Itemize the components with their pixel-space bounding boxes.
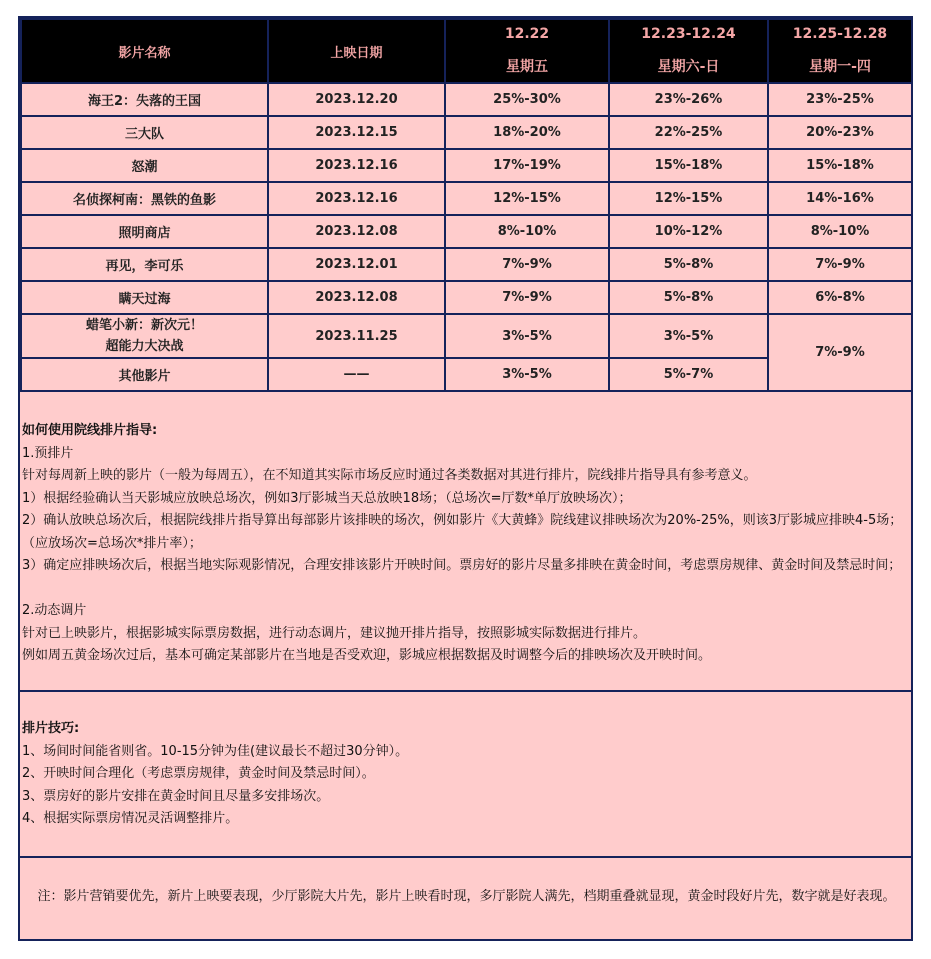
guide-section (20, 392, 911, 692)
schedule-table (20, 18, 913, 392)
release-date: 2023.12.08 (268, 281, 445, 314)
pre-line: 3）确定应排映场次后，根据当地实际观影情况，合理安排该影片开映时间。票房好的影片尽量多排映在黄金时间，考虑票房规律、黄金时间及禁忌时间； (22, 558, 902, 573)
header-release-date: 上映日期 (268, 19, 445, 83)
film-name: 名侦探柯南：黑铁的鱼影 (21, 182, 268, 215)
tips-title: 排片技巧: (22, 721, 80, 736)
rate-col1: 25%-30% (445, 83, 609, 116)
film-name: 照明商店 (21, 215, 268, 248)
table-row (21, 83, 912, 116)
table-row (21, 116, 912, 149)
rate-col2: 5%-8% (609, 248, 768, 281)
table-row (21, 281, 912, 314)
tip-line: 3、票房好的影片安排在黄金时间且尽量多安排场次。 (22, 788, 330, 804)
rate-col1: 7%-9% (445, 281, 609, 314)
note-text: 注：影片营销要优先，新片上映要表现，少厅影院大片先，影片上映看时现，多厅影院人满先，档期重叠就显现，黄金时段好片先，数字就是好表现。 (37, 889, 896, 904)
rate-col2: 15%-18% (609, 149, 768, 182)
release-date: —— (268, 358, 445, 391)
pre-line: 针对每周新上映的影片（一般为每周五），在不知道其实际市场反应时通过各类数据对其进行排片，院线排片指导具有参考意义。 (22, 468, 757, 483)
rate-col3: 15%-18% (768, 149, 912, 182)
dynamic-title: 2.动态调片 (22, 603, 87, 618)
table-row (21, 149, 912, 182)
film-name: 其他影片 (21, 358, 268, 391)
pre-line: 1）根据经验确认当天影城应放映总场次，例如3厅影城当天总放映18场；（总场次=厅数*单厅放映场次）； (22, 490, 632, 506)
header-col3 (768, 19, 912, 83)
header-col2-day: 星期六-日 (657, 59, 720, 75)
header-col1-date: 12.22 (504, 26, 550, 42)
release-date: 2023.12.15 (268, 116, 445, 149)
rate-col3: 8%-10% (768, 215, 912, 248)
film-name-line1: 蜡笔小新：新次元！ (85, 318, 203, 333)
rate-col2: 3%-5% (609, 314, 768, 358)
film-name-line2: 超能力大决战 (105, 339, 184, 354)
rate-col1: 3%-5% (445, 314, 609, 358)
dynamic-line: 例如周五黄金场次过后，基本可确定某部影片在当地是否受欢迎，影城应根据数据及时调整今后的排映场次及开映时间。 (22, 648, 712, 663)
rate-col1: 7%-9% (445, 248, 609, 281)
pre-line: （应放场次=总场次*排片率）； (22, 535, 202, 551)
rate-col3: 7%-9% (768, 248, 912, 281)
spacer (22, 578, 911, 601)
release-date: 2023.12.16 (268, 149, 445, 182)
table-row (21, 215, 912, 248)
guide-title: 如何使用院线排片指导: (22, 423, 158, 438)
tip-line: 1、场间时间能省则省。10-15分钟为佳(建议最长不超过30分钟）。 (22, 743, 409, 759)
header-film-name: 影片名称 (21, 19, 268, 83)
table-row (21, 248, 912, 281)
rate-col2: 12%-15% (609, 182, 768, 215)
rate-col2: 10%-12% (609, 215, 768, 248)
header-col1-day: 星期五 (506, 59, 548, 75)
rate-col3: 23%-25% (768, 83, 912, 116)
release-date: 2023.12.20 (268, 83, 445, 116)
dynamic-line: 针对已上映影片，根据影城实际票房数据，进行动态调片，建议抛开排片指导，按照影城实际数据进行排片。 (22, 625, 647, 641)
rate-col1: 8%-10% (445, 215, 609, 248)
film-name: 怒潮 (21, 149, 268, 182)
rate-col2: 5%-7% (609, 358, 768, 391)
pre-schedule-title: 1.预排片 (22, 445, 74, 461)
rate-col2: 22%-25% (609, 116, 768, 149)
rate-col1: 12%-15% (445, 182, 609, 215)
rate-col1: 18%-20% (445, 116, 609, 149)
header-col1 (445, 19, 609, 83)
rate-col1: 17%-19% (445, 149, 609, 182)
rate-col2: 23%-26% (609, 83, 768, 116)
pre-line: 2）确认放映总场次后，根据院线排片指导算出每部影片该排映的场次，例如影片《大黄蜂》院线建议排映场次为20%-25%，则该3厅影城应排映4-5场； (22, 513, 903, 528)
film-name: 再见，李可乐 (21, 248, 268, 281)
header-col2-date: 12.23-12.24 (641, 26, 736, 42)
rate-col3: 14%-16% (768, 182, 912, 215)
table-row (21, 182, 912, 215)
film-name (21, 314, 268, 358)
film-name: 瞒天过海 (21, 281, 268, 314)
release-date: 2023.11.25 (268, 314, 445, 358)
rate-col3: 20%-23% (768, 116, 912, 149)
header-col3-date: 12.25-12.28 (792, 26, 888, 42)
release-date: 2023.12.16 (268, 182, 445, 215)
rate-col3-merged: 7%-9% (768, 314, 912, 391)
header-row (21, 19, 912, 83)
note-section (20, 858, 911, 938)
release-date: 2023.12.08 (268, 215, 445, 248)
rate-col2: 5%-8% (609, 281, 768, 314)
header-col2 (609, 19, 768, 83)
film-name: 海王2：失落的王国 (21, 83, 268, 116)
tip-line: 4、根据实际票房情况灵活调整排片。 (22, 811, 239, 826)
header-col3-day: 星期一-四 (809, 59, 871, 75)
film-name: 三大队 (21, 116, 268, 149)
tip-line: 2、开映时间合理化（考虑票房规律，黄金时间及禁忌时间）。 (22, 766, 375, 781)
release-date: 2023.12.01 (268, 248, 445, 281)
rate-col1: 3%-5% (445, 358, 609, 391)
tips-section (20, 692, 911, 858)
rate-col3: 6%-8% (768, 281, 912, 314)
schedule-sheet (18, 16, 913, 941)
table-row (21, 314, 912, 358)
